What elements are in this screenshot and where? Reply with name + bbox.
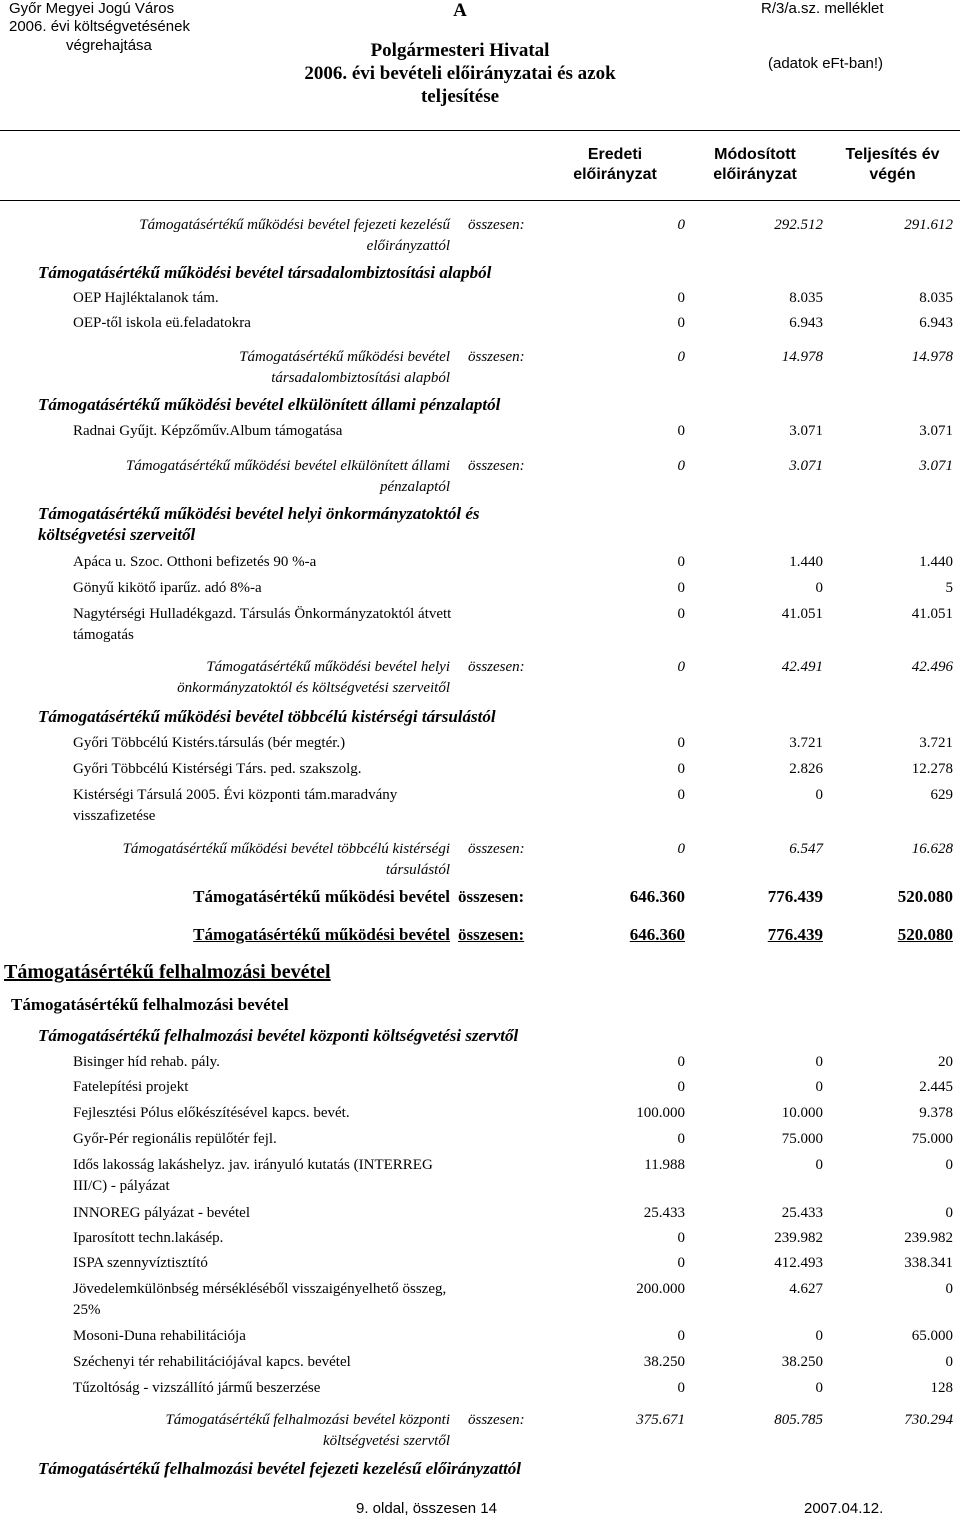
- modified-value: 3.071: [789, 423, 823, 439]
- subtotal-original: 0: [677, 659, 685, 675]
- subtotal-label-line1: Támogatásértékű működési bevétel fejezeti kezelésű: [139, 217, 450, 233]
- line-item-label: ISPA szennyvíztisztító: [73, 1255, 208, 1271]
- subtotal-keyword: összesen:: [468, 458, 525, 474]
- actual-value: 20: [938, 1054, 953, 1070]
- actual-value: 338.341: [904, 1255, 953, 1271]
- original-value: 0: [677, 761, 685, 777]
- grand-total-label: Támogatásértékű működési bevétel: [193, 925, 450, 944]
- line-item-label: Bisinger híd rehab. pály.: [73, 1054, 220, 1070]
- line-item-label: Tűzoltóság - vizszállító jármű beszerzése: [73, 1380, 321, 1396]
- modified-value: 1.440: [789, 554, 823, 570]
- subtotal-actual: 730.294: [904, 1412, 953, 1428]
- modified-value: 75.000: [781, 1131, 823, 1147]
- subtotal-keyword: összesen:: [468, 841, 525, 857]
- modified-value: 239.982: [774, 1230, 823, 1246]
- modified-value: 8.035: [789, 290, 823, 306]
- section-heading: Támogatásértékű felhalmozási bevétel központi költségvetési szervtől: [38, 1026, 519, 1045]
- actual-value: 9.378: [919, 1105, 953, 1121]
- print-date: 2007.04.12.: [804, 1500, 884, 1517]
- subtotal-keyword: összesen:: [468, 217, 525, 233]
- modified-value: 0: [815, 1054, 823, 1070]
- annex-label: R/3/a.sz. melléklet: [761, 0, 884, 17]
- modified-value: 41.051: [781, 606, 823, 622]
- actual-value: 65.000: [911, 1328, 953, 1344]
- original-value: 0: [677, 1328, 685, 1344]
- subtotal-keyword: összesen:: [468, 659, 525, 675]
- subtotal-label-line2: pénzalaptól: [380, 479, 450, 495]
- original-value: 0: [677, 580, 685, 596]
- line-item-label: Iparosított techn.lakásép.: [73, 1230, 224, 1246]
- column-rule: [0, 200, 960, 201]
- modified-value: 0: [815, 1157, 823, 1173]
- col-actual-h2: végén: [869, 166, 916, 183]
- line-item-label: Széchenyi tér rehabilitációjával kapcs. bevétel: [73, 1354, 351, 1370]
- col-modified-h1: Módosított: [714, 146, 796, 163]
- subtotal-keyword: összesen:: [468, 1412, 525, 1428]
- actual-value: 3.071: [919, 423, 953, 439]
- line-item-label-line1: Nagytérségi Hulladékgazd. Társulás Önkormányzatoktól átvett: [73, 606, 452, 622]
- subtotal-original: 0: [677, 349, 685, 365]
- original-value: 0: [677, 787, 685, 803]
- subtotal-label-line1: Támogatásértékű működési bevétel: [239, 349, 450, 365]
- subtotal-modified: 6.547: [789, 841, 823, 857]
- actual-value: 3.721: [919, 735, 953, 751]
- original-value: 25.433: [643, 1205, 685, 1221]
- line-item-label: Fatelepítési projekt: [73, 1079, 189, 1095]
- subtotal-actual: 291.612: [904, 217, 953, 233]
- section-heading-line2: költségvetési szerveitől: [38, 525, 196, 544]
- original-value: 100.000: [636, 1105, 685, 1121]
- subtotal-modified: 3.071: [789, 458, 823, 474]
- actual-value: 629: [930, 787, 953, 803]
- actual-value: 8.035: [919, 290, 953, 306]
- modified-value: 0: [815, 580, 823, 596]
- grand-total-actual: 520.080: [897, 925, 953, 944]
- modified-value: 0: [815, 1079, 823, 1095]
- chapter-heading: Támogatásértékű felhalmozási bevétel: [4, 961, 331, 983]
- subtotal-modified: 42.491: [781, 659, 823, 675]
- subtotal-original: 0: [677, 458, 685, 474]
- modified-value: 4.627: [789, 1281, 823, 1297]
- modified-value: 0: [815, 1328, 823, 1344]
- original-value: 0: [677, 1255, 685, 1271]
- subtotal-label-line2: költségvetési szervtől: [322, 1433, 450, 1449]
- actual-value: 128: [930, 1380, 953, 1396]
- actual-value: 6.943: [919, 315, 953, 331]
- execution-label: végrehajtása: [66, 37, 152, 54]
- section-heading: Támogatásértékű működési bevétel elkülönített állami pénzalaptól: [38, 395, 501, 414]
- line-item-label-line2: III/C) - pályázat: [73, 1178, 170, 1194]
- original-value: 0: [677, 1054, 685, 1070]
- actual-value: 1.440: [919, 554, 953, 570]
- line-item-label: OEP-től iskola eü.feladatokra: [73, 315, 251, 331]
- section-heading: Támogatásértékű felhalmozási bevétel fejezeti kezelésű előirányzattól: [38, 1459, 522, 1478]
- original-value: 0: [677, 290, 685, 306]
- modified-value: 25.433: [781, 1205, 823, 1221]
- line-item-label-line2: visszafizetése: [73, 808, 156, 824]
- line-item-label: Győr-Pér regionális repülőtér fejl.: [73, 1131, 277, 1147]
- total-keyword: összesen:: [458, 887, 525, 906]
- subtotal-modified: 14.978: [781, 349, 823, 365]
- grand-total-original: 646.360: [629, 925, 685, 944]
- modified-value: 3.721: [789, 735, 823, 751]
- subtotal-label-line2: társadalombiztosítási alapból: [271, 370, 450, 386]
- subtotal-original: 375.671: [636, 1412, 685, 1428]
- original-value: 0: [677, 1079, 685, 1095]
- budget-year: 2006. évi költségvetésének: [9, 18, 190, 35]
- actual-value: 75.000: [911, 1131, 953, 1147]
- total-actual: 520.080: [897, 887, 953, 906]
- subtotal-label-line1: Támogatásértékű felhalmozási bevétel központi: [165, 1412, 450, 1428]
- line-item-label: Győri Többcélú Kistérs.társulás (bér megtér.): [73, 735, 346, 751]
- subtotal-label-line1: Támogatásértékű működési bevétel többcélú kistérségi: [122, 841, 450, 857]
- line-item-label-line2: 25%: [73, 1302, 101, 1318]
- subtotal-label-line2: önkormányzatoktól és költségvetési szerveitől: [177, 680, 450, 696]
- original-value: 0: [677, 606, 685, 622]
- subtotal-modified: 805.785: [774, 1412, 823, 1428]
- original-value: 11.988: [644, 1157, 685, 1173]
- subtotal-modified: 292.512: [774, 217, 823, 233]
- actual-value: 0: [945, 1354, 953, 1370]
- subtotal-actual: 14.978: [911, 349, 953, 365]
- title-letter: A: [453, 0, 467, 21]
- line-item-label: Apáca u. Szoc. Otthoni befizetés 90 %-a: [73, 554, 317, 570]
- page-number: 9. oldal, összesen 14: [356, 1500, 497, 1517]
- col-original-h1: Eredeti: [587, 146, 643, 163]
- modified-value: 38.250: [781, 1354, 823, 1370]
- line-item-label: Fejlesztési Pólus előkészítésével kapcs. bevét.: [73, 1105, 350, 1121]
- modified-value: 0: [815, 1380, 823, 1396]
- line-item-label-line1: Kistérségi Társulá 2005. Évi központi tám.maradvány: [73, 787, 398, 803]
- subtotal-label-line1: Támogatásértékű működési bevétel helyi: [206, 659, 450, 675]
- col-modified-h2: előirányzat: [713, 166, 797, 183]
- original-value: 0: [677, 554, 685, 570]
- chapter-subheading: Támogatásértékű felhalmozási bevétel: [11, 995, 289, 1014]
- modified-value: 6.943: [789, 315, 823, 331]
- grand-total-keyword: összesen:: [458, 925, 525, 944]
- col-original-h2: előirányzat: [573, 166, 657, 183]
- subtotal-original: 0: [677, 217, 685, 233]
- report-title: 2006. évi bevételi előirányzatai és azok: [304, 63, 616, 84]
- actual-value: 41.051: [911, 606, 953, 622]
- original-value: 0: [677, 1230, 685, 1246]
- actual-value: 0: [945, 1205, 953, 1221]
- subtotal-actual: 3.071: [919, 458, 953, 474]
- header-rule: [0, 130, 960, 131]
- subtotal-label-line2: társulástól: [385, 862, 450, 878]
- original-value: 200.000: [636, 1281, 685, 1297]
- total-modified: 776.439: [767, 887, 823, 906]
- original-value: 0: [677, 423, 685, 439]
- modified-value: 10.000: [781, 1105, 823, 1121]
- section-heading: Támogatásértékű működési bevétel többcélú kistérségi társulástól: [38, 707, 496, 726]
- subtotal-original: 0: [677, 841, 685, 857]
- report-subtitle: teljesítése: [420, 86, 500, 107]
- total-original: 646.360: [629, 887, 685, 906]
- section-heading-line1: Támogatásértékű működési bevétel helyi önkormányzatoktól és: [38, 504, 480, 523]
- city-name: Győr Megyei Jogú Város: [9, 0, 175, 17]
- grand-total-modified: 776.439: [767, 925, 823, 944]
- total-label: Támogatásértékű működési bevétel: [193, 887, 450, 906]
- actual-value: 0: [945, 1281, 953, 1297]
- subtotal-actual: 42.496: [911, 659, 953, 675]
- original-value: 0: [677, 315, 685, 331]
- subtotal-label-line2: előirányzattól: [366, 238, 450, 254]
- modified-value: 412.493: [774, 1255, 823, 1271]
- subtotal-label-line1: Támogatásértékű működési bevétel elkülönített állami: [125, 458, 450, 474]
- line-item-label: Gönyű kikötő iparűz. adó 8%-a: [73, 580, 262, 596]
- original-value: 0: [677, 1380, 685, 1396]
- actual-value: 2.445: [919, 1079, 953, 1095]
- modified-value: 0: [815, 787, 823, 803]
- original-value: 0: [677, 735, 685, 751]
- line-item-label: Győri Többcélú Kistérségi Társ. ped. szakszolg.: [73, 761, 362, 777]
- units-note: (adatok eFt-ban!): [768, 55, 884, 72]
- line-item-label: INNOREG pályázat - bevétel: [73, 1205, 251, 1221]
- actual-value: 0: [945, 1157, 953, 1173]
- original-value: 38.250: [643, 1354, 685, 1370]
- subtotal-actual: 16.628: [911, 841, 953, 857]
- section-heading: Támogatásértékű működési bevétel társadalombiztosítási alapból: [38, 263, 492, 282]
- line-item-label-line1: Idős lakosság lakáshelyz. jav. irányuló kutatás (INTERREG: [73, 1157, 433, 1173]
- line-item-label-line2: támogatás: [73, 627, 134, 643]
- modified-value: 2.826: [789, 761, 823, 777]
- actual-value: 239.982: [904, 1230, 953, 1246]
- subtotal-keyword: összesen:: [468, 349, 525, 365]
- original-value: 0: [677, 1131, 685, 1147]
- office-title: Polgármesteri Hivatal: [370, 40, 550, 61]
- line-item-label: Radnai Gyűjt. Képzőműv.Album támogatása: [73, 423, 343, 439]
- actual-value: 12.278: [911, 761, 953, 777]
- col-actual-h1: Teljesítés év: [845, 146, 940, 163]
- actual-value: 5: [945, 580, 953, 596]
- line-item-label: OEP Hajléktalanok tám.: [73, 290, 219, 306]
- line-item-label: Mosoni-Duna rehabilitációja: [73, 1328, 246, 1344]
- line-item-label-line1: Jövedelemkülönbség mérsékléséből visszaigényelhető összeg,: [73, 1281, 447, 1297]
